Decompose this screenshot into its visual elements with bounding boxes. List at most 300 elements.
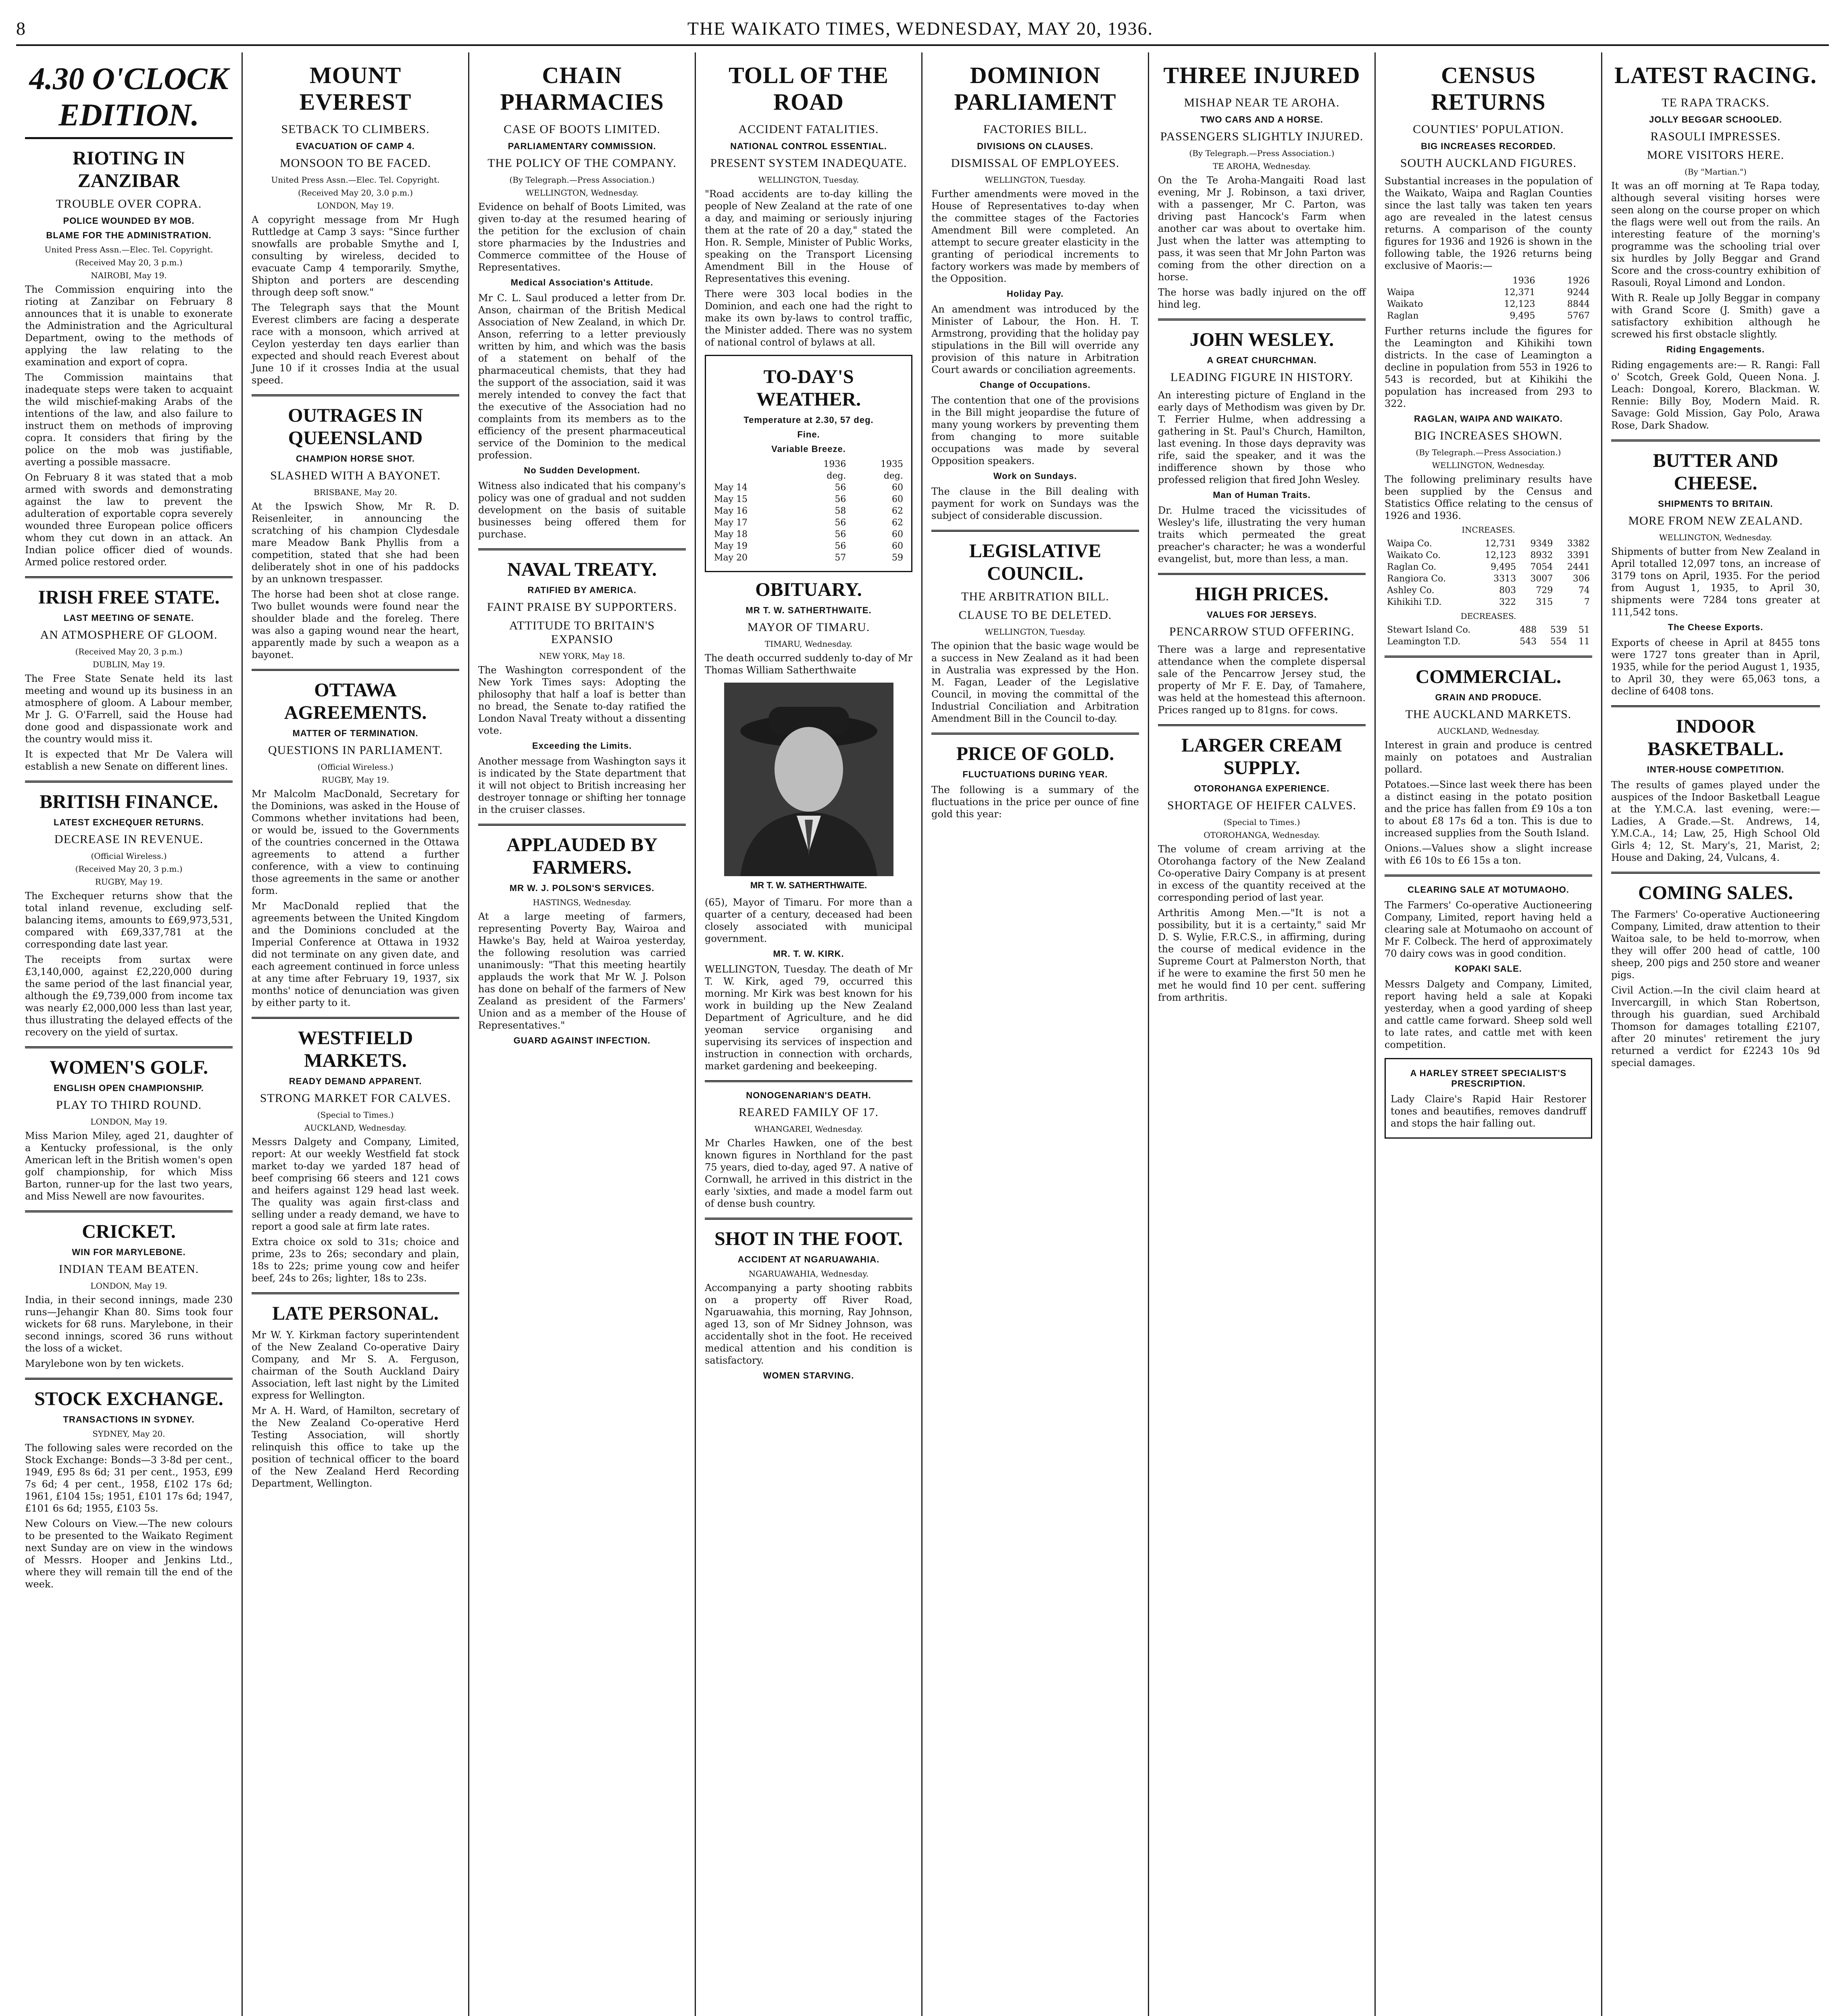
table-row [1385,624,1592,636]
weather-col-blank [712,458,791,470]
body-toll-2: There were 303 local bodies in the Dominion, and each one had the right to make its own by-laws to control traffic, the Minister added. There was no system of national control of bylaws at all. [705,288,912,348]
headline-naval: NAVAL TREATY. [507,559,657,580]
headline-cream: LARGER CREAM SUPPLY. [1181,735,1342,779]
sub-basketball-1: INTER-HOUSE COMPETITION. [1647,764,1785,775]
credit-chain: (By Telegraph.—Press Association.) [509,175,655,185]
census-inc-b: 315 [1536,597,1553,607]
census-inc-name: Kihikihi T.D. [1387,597,1442,607]
sub-prices-1: VALUES FOR JERSEYS. [1207,610,1317,620]
sub-dominion-4: Change of Occupations. [979,380,1091,390]
census-inc-a: 9,495 [1491,562,1516,572]
weather-date: May 14 [714,483,748,493]
sub-queensland-2: SLASHED WITH A BAYONET. [270,469,441,482]
census-inc-name: Waikato Co. [1387,550,1441,560]
sub-butter-2: MORE FROM NEW ZEALAND. [1628,514,1803,527]
sub-irish-2: AN ATMOSPHERE OF GLOOM. [40,628,218,641]
body-motumaoho-1: The Farmers' Co-operative Auctioneering Company, Limited, report having held a clearing sale at Motumaoho on account of Mr F. Colbeck. The herd of approximately 70 dairy cows was in good condition. [1385,900,1592,959]
census-col-1936: 1936 [1512,276,1535,286]
weather-breeze: Variable Breeze. [771,444,846,454]
census-dec-b: 554 [1550,637,1567,647]
headline-basketball: INDOOR BASKETBALL. [1647,716,1784,760]
divider [25,781,233,783]
body-sales-1: The Farmers' Co-operative Auctioneering Company, Limited, draw attention to their Waitoa sale, to be held to-morrow, when they will offer 200 head of cattle, 100 sheep, 200 pigs and 250 store and weaner pigs. [1611,909,1820,981]
sub-chain-1: PARLIAMENTARY COMMISSION. [508,141,656,151]
sub-ottawa-1: MATTER OF TERMINATION. [292,728,419,738]
column-6 [1149,52,1376,2016]
census-decreases-table [1385,624,1592,648]
table-row [1385,310,1592,322]
divider [252,1017,459,1019]
dateline-injured: TE AROHA, Wednesday. [1212,161,1311,171]
headline-injured: THREE INJURED [1163,62,1360,88]
census-inc-c: 3391 [1567,550,1590,560]
census-increases-table [1385,538,1592,608]
sub-westfield-2: STRONG MARKET FOR CALVES. [260,1091,451,1105]
census-1926: 9244 [1567,287,1590,298]
deck-racing: TE RAPA TRACKS. [1662,96,1770,109]
body-cream-2: Arthritis Among Men.—"It is not a possibility, but it is a certainty," said Mr D. S. Wylie, F.R.C.S., in affirming, during the course of medical evidence in the Supreme Court at Palmerston North, that if he were to examine the first 50 men he met he would find 10 per cent. suffering from arthritis. [1158,907,1366,1003]
headline-weather: TO-DAY'S WEATHER. [756,366,861,410]
deck-census: COUNTIES' POPULATION. [1413,123,1564,136]
credit-injured: (By Telegraph.—Press Association.) [1189,148,1335,158]
dateline-golf: LONDON, May 19. [90,1117,167,1127]
weather-date: May 17 [714,518,748,528]
table-row [712,517,906,529]
census-inc-a: 12,123 [1485,550,1516,560]
body-gold-1: The following is a summary of the fluctuations in the price per ounce of fine gold this year: [931,784,1139,820]
sub-cricket-2: INDIAN TEAM BEATEN. [58,1262,199,1276]
headline-applauded: APPLAUDED BY FARMERS. [506,834,658,878]
weather-1936: 56 [835,518,846,528]
column-1 [16,52,243,2016]
credit-ottawa: (Official Wireless.) [317,762,394,772]
sub-stock-1: TRANSACTIONS IN SYDNEY. [63,1414,195,1425]
divider [25,576,233,578]
edition-banner: 4.30 O'CLOCK EDITION. [25,60,233,139]
divider [705,1080,912,1082]
headline-queensland: OUTRAGES IN QUEENSLAND [288,405,423,449]
divider [1611,872,1820,874]
census-inc-name: Waipa Co. [1387,539,1432,549]
census-dec-c: 51 [1578,625,1590,635]
column-8 [1602,52,1829,2016]
deck-zanzibar: TROUBLE OVER COPRA. [56,197,202,210]
sub-toll-2: PRESENT SYSTEM INADEQUATE. [710,156,907,170]
divider [25,1210,233,1212]
column-7 [1376,52,1602,2016]
dateline-everest: LONDON, May 19. [317,201,394,210]
census-inc-c: 74 [1578,585,1590,596]
headline-ottawa: OTTAWA AGREEMENTS. [284,679,427,723]
census-dec-a: 488 [1520,625,1537,635]
headline-census: CENSUS RETURNS [1431,62,1546,115]
sub-butter-1: SHIPMENTS TO BRITAIN. [1658,499,1773,509]
body-chain-3: Witness also indicated that his company's policy was one of gradual and not sudden development on the basis of suitable businesses being offered them for purchase. [478,480,686,540]
census-inc-a: 803 [1499,585,1516,596]
headline-obituary: OBITUARY. [755,579,862,600]
divider [252,1292,459,1294]
sub-racing-2: RASOULI IMPRESSES. [1650,130,1781,143]
ad-body: Lady Claire's Rapid Hair Restorer tones and beautifies, removes dandruff and stops the hair falling out. [1391,1093,1586,1129]
sub-ottawa-2: QUESTIONS IN PARLIAMENT. [268,744,443,757]
sub-zanzibar-1: POLICE WOUNDED BY MOB. [63,216,195,226]
census-inc-name: Rangiora Co. [1387,574,1446,584]
credit-racing: (By "Martian.") [1685,167,1747,177]
body-naval-2: Another message from Washington says it is indicated by the State department that it will not object to British increasing her destroyer tonnage or shifting her tonnage in the cruiser classes. [478,756,686,815]
table-row [1385,573,1592,585]
dateline-shot: NGARUAWAHIA, Wednesday. [748,1269,869,1279]
weather-1935: 60 [892,483,903,493]
sub-gold-1: FLUCTUATIONS DURING YEAR. [962,769,1108,779]
census-inc-b: 8932 [1530,550,1553,560]
body-westfield-2: Extra choice ox sold to 31s; choice and prime, 23s to 26s; secondary and plain, 18s to 22s; prime young cow and heifer beef, 24s to 26s; lighter, 18s to 23s. [252,1236,459,1284]
deck-chain: CASE OF BOOTS LIMITED. [504,123,660,136]
sub-everest-2: MONSOON TO BE FACED. [279,156,431,170]
census-inc-name: Raglan Co. [1387,562,1437,572]
sub-finance-2: DECREASE IN REVENUE. [54,833,204,846]
body-injured-2: The horse was badly injured on the off hind leg. [1158,287,1366,310]
credit-everest: United Press Assn.—Elec. Tel. Copyright. [271,175,440,185]
weather-1936: 58 [835,506,846,516]
headline-prices: HIGH PRICES. [1195,583,1329,605]
census-increases-label: INCREASES. [1462,525,1515,535]
sub-chain-4: No Sudden Development. [524,465,640,475]
headline-racing: LATEST RACING. [1614,62,1817,88]
census-inc-b: 7054 [1530,562,1553,572]
body-legislative-1: The opinion that the basic wage would be a success in New Zealand as it had been in Australia was expressed by the Hon. M. Fagan, Leader of the Legislative Council, in moving the committal of the Industrial Conciliation and Arbitration Amendment Bill in the Council to-day. [931,640,1139,724]
sub-wesley-3: Man of Human Traits. [1213,490,1311,500]
sub-chain-3: Medical Association's Attitude. [510,277,654,287]
weather-table [712,458,906,564]
sub-prices-2: PENCARROW STUD OFFERING. [1169,625,1355,638]
sub-obituary-2: MAYOR OF TIMARU. [747,621,870,634]
weather-col-1936: 1936 [823,459,846,469]
headline-nonagenarian: NONOGENARIAN'S DEATH. [746,1090,871,1100]
sub-westfield-1: READY DEMAND APPARENT. [289,1076,422,1086]
table-row [1385,596,1592,608]
census-dec-name: Stewart Island Co. [1387,625,1471,635]
sub-legislative-1: THE ARBITRATION BILL. [961,590,1109,603]
sub-naval-2: FAINT PRAISE BY SUPPORTERS. [487,600,677,614]
sub-naval-1: RATIFIED BY AMERICA. [527,585,637,595]
dateline-commercial: AUCKLAND, Wednesday. [1437,726,1540,736]
body-obituary-2: (65), Mayor of Timaru. For more than a quarter of a century, deceased had been closely associated with municipal government. [705,897,912,944]
table-row [1385,550,1592,561]
sub-naval-3: ATTITUDE TO BRITAIN'S EXPANSIO [509,619,655,646]
body-butter-2: Exports of cheese in April at 8455 tons were 1727 tons greater than in April, 1935, while for the period August 1, 1935, to April 30, they were 65,063 tons, a decline of 6408 tons. [1611,637,1820,697]
sub-dominion-5: Work on Sundays. [993,471,1077,481]
deck-dominion: FACTORIES BILL. [983,123,1087,136]
divider [705,1218,912,1220]
masthead-rule [16,44,1829,46]
divider [1611,705,1820,707]
sub-dominion-3: Holiday Pay. [1006,289,1064,299]
dateline-nonagenarian: WHANGAREI, Wednesday. [754,1124,863,1134]
headline-shot: SHOT IN THE FOOT. [714,1228,903,1250]
census-inc-c: 2441 [1567,562,1590,572]
weather-unit-1: deg. [827,471,846,481]
dateline-ottawa: RUGBY, May 19. [321,775,389,785]
body-golf-1: Miss Marion Miley, aged 21, daughter of a Kentucky professional, is the only American left in the British women's open golf championship, for which Miss Barton, runner-up for the last two years, and Miss Newell are now favourites. [25,1130,233,1202]
divider [1611,439,1820,442]
headline-golf: WOMEN'S GOLF. [50,1057,208,1078]
sub-injured-1: TWO CARS AND A HORSE. [1200,115,1323,125]
weather-unit-blank [712,470,791,482]
headline-butter: BUTTER AND CHEESE. [1653,450,1778,494]
columns [16,52,1829,2016]
body-sales-2: Civil Action.—In the civil claim heard at Invercargill, in which Stan Robertson, through his guardian, sued Archibald Thomson for damages totalling £2107, after 20 minutes' retirement the jury returned a verdict for £2243 10s 9d special damages. [1611,985,1820,1068]
sub-golf-2: PLAY TO THIRD ROUND. [56,1098,202,1112]
census-inc-c: 306 [1573,574,1590,584]
dateline-stock: SYDNEY, May 20. [92,1429,165,1439]
dateline-legislative: WELLINGTON, Tuesday. [985,627,1086,637]
body-nonagenarian-1: Mr Charles Hawken, one of the best known figures in Northland for the past 75 years, died to-day, aged 97. A native of Cornwall, he arrived in this district in the early 'sixties, and made a model farm out of dense bush country. [705,1137,912,1209]
ad-headline: A HARLEY STREET SPECIALIST'S PRESCRIPTION. [1410,1068,1567,1089]
portrait-photo [724,683,893,876]
body-finance-2: The receipts from surtax were £3,140,000, against £2,220,000 during the same period of the last financial year, although the £9,739,000 from income tax was nearly £2,000,000 less than last year, thus illustrating the delayed effects of the recovery on the yield of surtax. [25,954,233,1038]
sub-obituary-3: MR. T. W. KIRK. [773,949,844,959]
divider [1158,724,1366,726]
body-cricket-2: Marylebone won by ten wickets. [25,1358,184,1369]
body-kopaki-1: Messrs Dalgety and Company, Limited, report having held a sale at Kopaki yesterday, when a good yarding of sheep and cattle came forward. Sheep sold well to late rates, and cattle met with keen competition. [1385,979,1592,1050]
dateline-dominion: WELLINGTON, Tuesday. [985,175,1086,185]
received-zanzibar: (Received May 20, 3 p.m.) [75,258,183,267]
body-personal-1: Mr W. Y. Kirkman factory superintendent of the New Zealand Co-operative Dairy Company, and Mr S. A. Ferguson, chairman of the South Auckland Dairy Association, left last night by the Limited express for Wellington. [252,1329,459,1401]
weather-1935: 62 [892,506,903,516]
weather-1935: 60 [892,541,903,551]
weather-unit-2: deg. [883,471,903,481]
headline-westfield: WESTFIELD MARKETS. [298,1027,413,1071]
weather-1936: 56 [835,529,846,539]
census-1936: 9,495 [1510,311,1535,321]
headline-toll: TOLL OF THE ROAD [729,62,889,115]
table-row [712,552,906,564]
body-westfield-1: Messrs Dalgety and Company, Limited, report: At our weekly Westfield fat stock market to-day we yarded 187 head of beef comprising 66 steers and 121 cows and heifers against 129 head last week. The quality was again first-class and selling under a ready demand, we have to report a good sale at firm late rates. [252,1136,459,1232]
body-cream-1: The volume of cream arriving at the Otorohanga factory of the New Zealand Co-operative Dairy Company is at present in excess of the quantity received at the corresponding period of last year. [1158,843,1366,903]
weather-1936: 56 [835,494,846,504]
sub-finance-1: LATEST EXCHEQUER RETURNS. [54,817,204,827]
column-5 [922,52,1149,2016]
divider [1158,573,1366,575]
sub-racing-4: Riding Engagements. [1666,344,1765,354]
portrait-caption: MR T. W. SATHERTHWAITE. [750,880,867,890]
sub-census-2: SOUTH AUCKLAND FIGURES. [1400,156,1577,170]
divider [1158,319,1366,321]
body-chain-1: Evidence on behalf of Boots Limited, was given to-day at the resumed hearing of the petition for the exclusion of chain store pharmacies by the Industries and Commerce committee of the House of Representatives. [478,201,686,273]
census-name: Waikato [1387,299,1423,309]
dateline-cricket: LONDON, May 19. [90,1281,167,1291]
body-shot-1: Accompanying a party shooting rabbits on a property off River Road, Ngaruawahia, this morning, Ray Johnson, aged 13, son of Mr Sidney Johnson, was accidentally shot in the foot. He received medical attention and his condition is satisfactory. [705,1282,912,1366]
received-irish: (Received May 20, 3 p.m.) [75,647,183,656]
table-row [1385,636,1592,648]
dateline-naval: NEW YORK, May 18. [539,651,625,661]
column-2 [243,52,469,2016]
headline-everest: MOUNT EVEREST [299,62,412,115]
sub-wesley-2: LEADING FIGURE IN HISTORY. [1170,371,1354,384]
census-1936: 12,123 [1504,299,1535,309]
census-dec-name: Leamington T.D. [1387,637,1461,647]
body-census-2: Further returns include the figures for the Leamington and Kihikihi town districts. In the case of Leamington a decline in population from 553 in 1926 to 543 is recorded, but at Kihikihi the population has increased from 293 to 322. [1385,325,1592,409]
body-butter-1: Shipments of butter from New Zealand in April totalled 12,097 tons, an increase of 3179 tons on April, 1935. For the period from August 1, 1935, to April 30, shipments were 7284 tons greater at 111,542 tons. [1611,546,1820,618]
dateline-queensland: BRISBANE, May 20. [313,487,398,497]
census-inc-name: Ashley Co. [1387,585,1435,596]
table-row [712,482,906,494]
weather-1936: 57 [835,553,846,563]
deck-toll: ACCIDENT FATALITIES. [738,123,879,136]
sub-shot-2: WOMEN STARVING. [763,1370,854,1381]
sub-shot-1: ACCIDENT AT NGARUAWAHIA. [737,1254,880,1264]
sub-everest-1: EVACUATION OF CAMP 4. [296,141,415,151]
body-census-3: The following preliminary results have been supplied by the Census and Statistics Office relating to the census of 1926 and 1936. [1385,474,1592,521]
body-personal-2: Mr A. H. Ward, of Hamilton, secretary of the New Zealand Co-operative Herd Testing Association, will shortly relinquish this office to take up the position of technical officer to the board of the New Zealand Herd Recording Department, Wellington. [252,1405,459,1489]
weather-1935: 60 [892,529,903,539]
body-dominion-3: The contention that one of the provisions in the Bill might jeopardise the future of many young workers by preventing them from changing to more suitable occupations was made by several Opposition speakers. [931,395,1139,467]
weather-1936: 56 [835,541,846,551]
census-table [1385,275,1592,322]
body-wesley-2: Dr. Hulme traced the vicissitudes of Wesley's life, illustrating the very human traits which permeated the great preacher's character; he was a wonderful evangelist, but, more than less, a man. [1158,505,1366,564]
received-finance: (Received May 20, 3 p.m.) [75,864,183,874]
credit-cream: (Special to Times.) [1223,817,1300,827]
headline-stock: STOCK EXCHANGE. [34,1388,223,1410]
body-toll-1: "Road accidents are to-day killing the people of New Zealand at the rate of one a day, and maiming or seriously injuring them at the rate of 20 a day," stated the Hon. R. Semple, Minister of Public Works, speaking on the Transport Licensing Amendment Bill in the House of Representatives this evening. [705,188,912,284]
weather-1936: 56 [835,483,846,493]
sub-racing-3: MORE VISITORS HERE. [1647,148,1785,162]
dateline-zanzibar: NAIROBI, May 19. [91,271,167,280]
dateline-cream: OTOROHANGA, Wednesday. [1204,830,1320,840]
sub-applauded-2: GUARD AGAINST INFECTION. [513,1035,651,1045]
sub-census-1: BIG INCREASES RECORDED. [1421,141,1556,151]
sub-naval-4: Exceeding the Limits. [532,741,632,751]
body-census-1: Substantial increases in the population of the Waikato, Waipa and Raglan Counties since the last tally was taken ten years ago are revealed in the latest census returns. A comparison of the county figures for 1936 and 1926 is shown in the following table, the 1926 returns being exclusive of Maoris:— [1385,175,1592,271]
sub-butter-3: The Cheese Exports. [1668,622,1764,632]
table-row [712,529,906,540]
weather-box [705,355,912,572]
sub-zanzibar-2: BLAME FOR THE ADMINISTRATION. [46,230,212,240]
headline-motumaoho: CLEARING SALE AT MOTUMAOHO. [1408,885,1569,895]
dateline-applauded: HASTINGS, Wednesday. [533,898,631,907]
census-inc-b: 9349 [1530,539,1553,549]
census-name: Waipa [1387,287,1415,298]
census-inc-b: 3007 [1530,574,1553,584]
body-cricket-1: India, in their second innings, made 230 runs—Jehangir Khan 80. Sims took four wickets for 68 runs. Marylebone, in their second innings, scored 36 runs without the loss of a wicket. [25,1294,233,1354]
body-injured-1: On the Te Aroha-Mangaiti Road last evening, Mr J. Robinson, a taxi driver, with a passenger, Mr C. Parton, was driving past Hancock's Farm when another car was about to overtake him. Just when the latter was attempting to pass, it was seen that Mr John Parton was coming from the other direction on a horse. [1158,175,1366,283]
body-zanzibar-3: On February 8 it was stated that a mob armed with swords and demonstrating against the law to prevent the adulteration of exportable copra severely wounded three European police officers whom they cut down in an attack. An Indian police officer died of wounds. Armed police restored order. [25,472,233,568]
credit-westfield: (Special to Times.) [317,1110,394,1120]
body-irish-1: The Free State Senate held its last meeting and wound up its business in an atmosphere of gloom. A Labour member, Mr J. G. O'Farrell, said the House had done good and dispassionate work and the country would miss it. [25,673,233,745]
body-zanzibar-2: The Commission maintains that inadequate steps were taken to acquaint the wild mischief-making Arabs of the intentions of the law, and also failure to instruct them on methods of improving copra. It considers that firing by the police on the mob was justifiable, averting a possible massacre. [25,372,233,468]
body-prices-1: There was a large and representative attendance when the complete dispersal sale of the Pencarrow Jersey stud, the property of Mr F. E. Day, of Tamahere, was held at the homestead this afternoon. Prices ranged up to 81gns. for cows. [1158,644,1366,716]
weather-date: May 16 [714,506,748,516]
body-naval-1: The Washington correspondent of the New York Times says: Adopting the philosophy that half a loaf is better than no bread, the Senate to-day ratified the London Naval Treaty without a dissenting vote. [478,664,686,736]
weather-date: May 18 [714,529,748,539]
census-inc-c: 7 [1584,597,1590,607]
body-dominion-2: An amendment was introduced by the Minister of Labour, the Hon. H. T. Armstrong, providing that the holiday pay stipulations in the Bill will override any provision of this nature in Arbitration Court awards or conciliation agreements. [931,304,1139,375]
sub-cricket-1: WIN FOR MARYLEBONE. [72,1247,186,1257]
dateline-irish: DUBLIN, May 19. [92,660,165,669]
column-4 [696,52,922,2016]
census-1926: 8844 [1567,299,1590,309]
census-inc-a: 3313 [1493,574,1516,584]
dateline-census: WELLINGTON, Wednesday. [1432,460,1545,470]
census-name: Raglan [1387,311,1419,321]
body-commercial-1: Interest in grain and produce is centred mainly on potatoes and Australian pollard. [1385,739,1592,775]
body-queensland-2: The horse had been shot at close range. Two bullet wounds were found near the shoulder blade and the foreleg. There was also a gaping wound near the heart, apparently made by such a weapon as a bayonet. [252,589,459,660]
headline-kopaki: KOPAKI SALE. [1455,964,1522,974]
table-row [712,494,906,505]
table-row [712,540,906,552]
sub-census-3: RAGLAN, WAIPA AND WAIKATO. [1414,414,1563,424]
census-col-blank [1385,275,1466,287]
sub-golf-1: ENGLISH OPEN CHAMPIONSHIP. [54,1083,204,1093]
body-ottawa-1: Mr Malcolm MacDonald, Secretary for the Dominions, was asked in the House of Commons whether invitations had been, or would be, issued to the Governments of the countries concerned in the Ottawa agreements to attend a further conference, with a view to continuing those agreements in the same or another form. [252,788,459,896]
divider [931,530,1139,532]
weather-1935: 62 [892,518,903,528]
weather-condition: Fine. [797,429,820,439]
body-irish-2: It is expected that Mr De Valera will establish a new Senate on different lines. [25,749,233,772]
headline-gold: PRICE OF GOLD. [956,743,1114,764]
body-dominion-4: The clause in the Bill dealing with payment for work on Sundays was the subject of considerable discussion. [931,486,1139,521]
portrait-image [724,683,893,876]
weather-1935: 60 [892,494,903,504]
census-decreases-label: DECREASES. [1460,611,1516,621]
advertisement [1385,1058,1592,1139]
body-chain-2: Mr C. L. Saul produced a letter from Dr. Anson, chairman of the British Medical Association of New Zealand, in which Dr. Anson, referring to a letter previously written by him, and which was the basis of a statement on behalf of the pharmaceutical chemists, that they had the support of the association, said it was merely intended to convey the fact that the executive of the Association had no complaints from its members as to the efficiency of the present pharmaceutical service of the Dominion to the medical profession. [478,292,686,461]
body-racing-3: Riding engagements are:— R. Rangi: Fall o' Scotch, Greek Gold, Queen Nona. J. Leach: Dongoal, Korero, Blackman. W. Rennie: Billy Boy, Modern Maid. R. Savage: Gold Mission, Gay Polo, Arawa Rose, Dark Shadow. [1611,359,1820,431]
census-dec-a: 543 [1520,637,1537,647]
census-inc-b: 729 [1536,585,1553,596]
dateline-chain: WELLINGTON, Wednesday. [525,188,639,198]
headline-dominion: DOMINION PARLIAMENT [954,62,1116,115]
dateline-toll: WELLINGTON, Tuesday. [758,175,859,185]
headline-personal: LATE PERSONAL. [272,1303,439,1324]
headline-sales: COMING SALES. [1638,882,1793,904]
sub-queensland-1: CHAMPION HORSE SHOT. [296,454,415,464]
body-everest-2: The Telegraph says that the Mount Everest climbers are facing a desperate race with a monsoon, which arrived at Ceylon yesterday ten days earlier than expected and should reach Everest about June 10 if it crosses India at the usual speed. [252,302,459,386]
table-row [1385,561,1592,573]
headline-irish: IRISH FREE STATE. [38,587,220,608]
sub-applauded-1: MR W. J. POLSON'S SERVICES. [509,883,655,893]
sub-dominion-1: DIVISIONS ON CLAUSES. [977,141,1093,151]
body-finance-1: The Exchequer returns show that the total inland revenue, excluding self-balancing items, amounts to £69,973,531, compared with £69,337,781 at the corresponding date last year. [25,890,233,950]
census-inc-a: 12,731 [1485,539,1516,549]
table-row [712,505,906,517]
divider [478,548,686,550]
page-number: 8 [16,18,26,39]
divider [252,669,459,671]
dateline-obituary: TIMARU, Wednesday. [764,639,853,649]
sub-obituary-1: MR T. W. SATHERTHWAITE. [745,605,872,615]
sub-irish-1: LAST MEETING OF SENATE. [63,613,194,623]
table-row [1385,287,1592,298]
divider [478,824,686,826]
body-everest-1: A copyright message from Mr Hugh Ruttledge at Camp 3 says: "Since further snowfalls are probable Smythe and I, consulting by wireless, decided to evacuate Camp 4 temporarily. Smythe, Shipton and porters are descending through deep soft snow." [252,214,459,298]
divider [252,394,459,396]
credit-finance: (Official Wireless.) [91,851,167,861]
divider [1385,875,1592,877]
body-racing-2: With R. Reale up Jolly Beggar in company with Grand Score (J. Smith) gave a satisfactory exhibition although he screwed his first obstacle slightly. [1611,292,1820,340]
weather-date: May 15 [714,494,748,504]
sub-cream-2: SHORTAGE OF HEIFER CALVES. [1167,799,1357,812]
sub-commercial-1: GRAIN AND PRODUCE. [1435,692,1542,702]
census-1926: 5767 [1567,311,1590,321]
body-stock-2: New Colours on View.—The new colours to be presented to the Waikato Regiment next Sunday are on view in the windows of Messrs. Hooper and Jenkins Ltd., where they will remain till the end of the week. [25,1518,233,1590]
headline-zanzibar: RIOTING IN ZANZIBAR [73,148,185,192]
body-stock-1: The following sales were recorded on the Stock Exchange: Bonds—3 3-8d per cent., 1949, £95 8s 6d; 31 per cent., 1953, £99 7s 6d; 4 per cent., 1958, £102 17s 6d; 1961, £104 15s; 1951, £101 17s 6d; 1947, £101 6s 6d; 1955, £103 5s. [25,1442,233,1514]
body-commercial-3: Onions.—Values show a slight increase with £6 10s to £6 15s a ton. [1385,843,1592,866]
headline-legislative: LEGISLATIVE COUNCIL. [969,540,1102,584]
sub-dominion-2: DISMISSAL OF EMPLOYEES. [951,156,1120,170]
body-ottawa-2: Mr MacDonald replied that the agreements between the United Kingdom and the Dominions concluded at the Imperial Conference at Ottawa in 1932 did not terminate on any given date, and each agreement continued in force unless at any time after February 19, 1937, six months' notice of denunciation was given by either party to it. [252,900,459,1008]
